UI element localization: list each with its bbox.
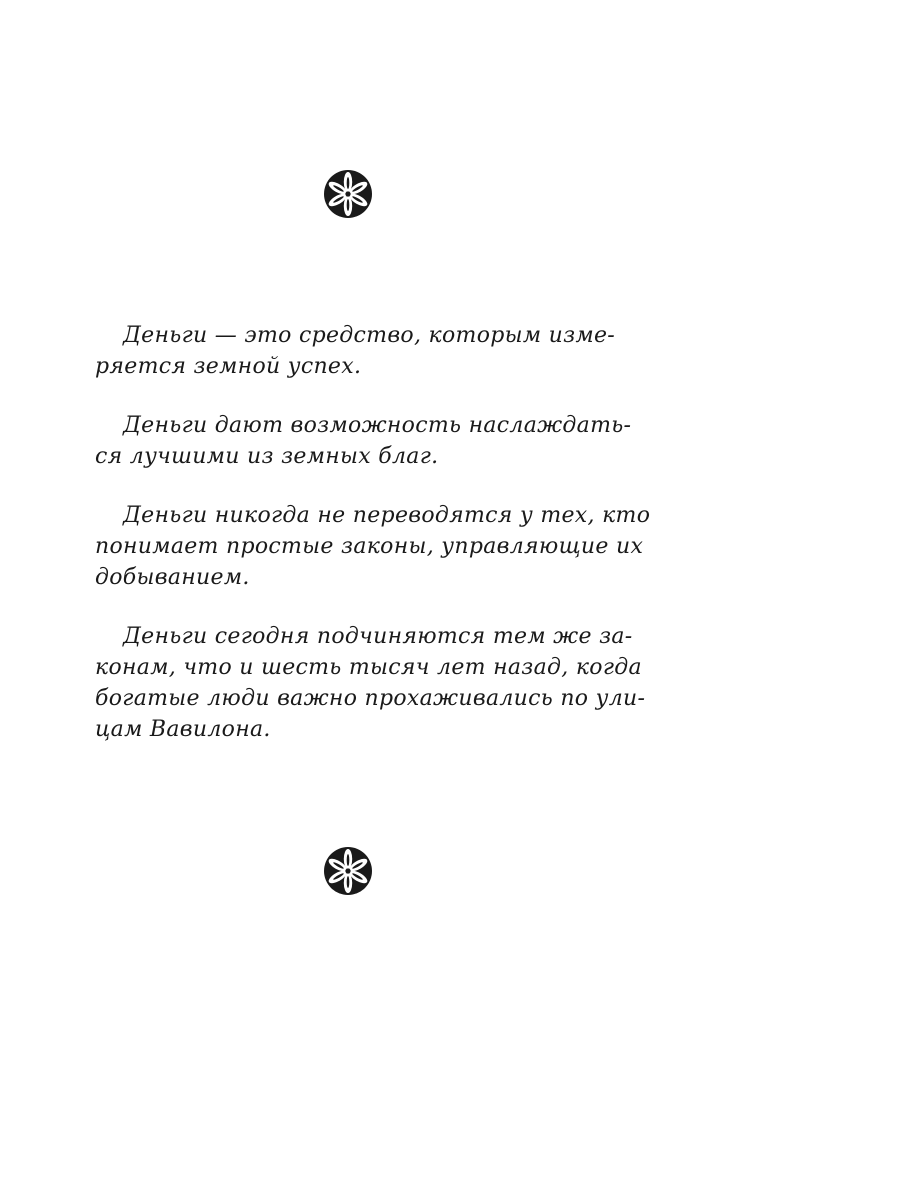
paragraph-line: Деньги сегодня подчиняются тем же за- xyxy=(123,624,633,649)
flower-ornament-icon xyxy=(323,846,373,896)
flower-ornament-icon xyxy=(323,169,373,219)
paragraph-line: цам Вавилона. xyxy=(95,717,271,742)
paragraph-line: Деньги — это средство, которым изме- xyxy=(123,323,616,348)
paragraph-2 xyxy=(95,410,632,472)
paragraph-4 xyxy=(95,621,646,745)
paragraph-line: добыванием. xyxy=(95,565,250,590)
bottom-flower-ornament-icon xyxy=(323,846,373,896)
paragraph-line: ся лучшими из земных благ. xyxy=(95,444,439,469)
paragraph-line: Деньги никогда не переводятся у тех, кто xyxy=(123,503,651,528)
paragraph-line: богатые люди важно прохаживались по ули- xyxy=(95,686,646,711)
paragraph-3 xyxy=(95,500,651,593)
quote-text-block xyxy=(95,320,651,773)
paragraph-1 xyxy=(95,320,616,382)
paragraph-line: ряется земной успех. xyxy=(95,354,362,379)
paragraph-line: понимает простые законы, управляющие их xyxy=(95,534,644,559)
paragraph-line: конам, что и шесть тысяч лет назад, когда xyxy=(95,655,642,680)
top-flower-ornament-icon xyxy=(323,169,373,219)
paragraph-line: Деньги дают возможность наслаждать- xyxy=(123,413,632,438)
